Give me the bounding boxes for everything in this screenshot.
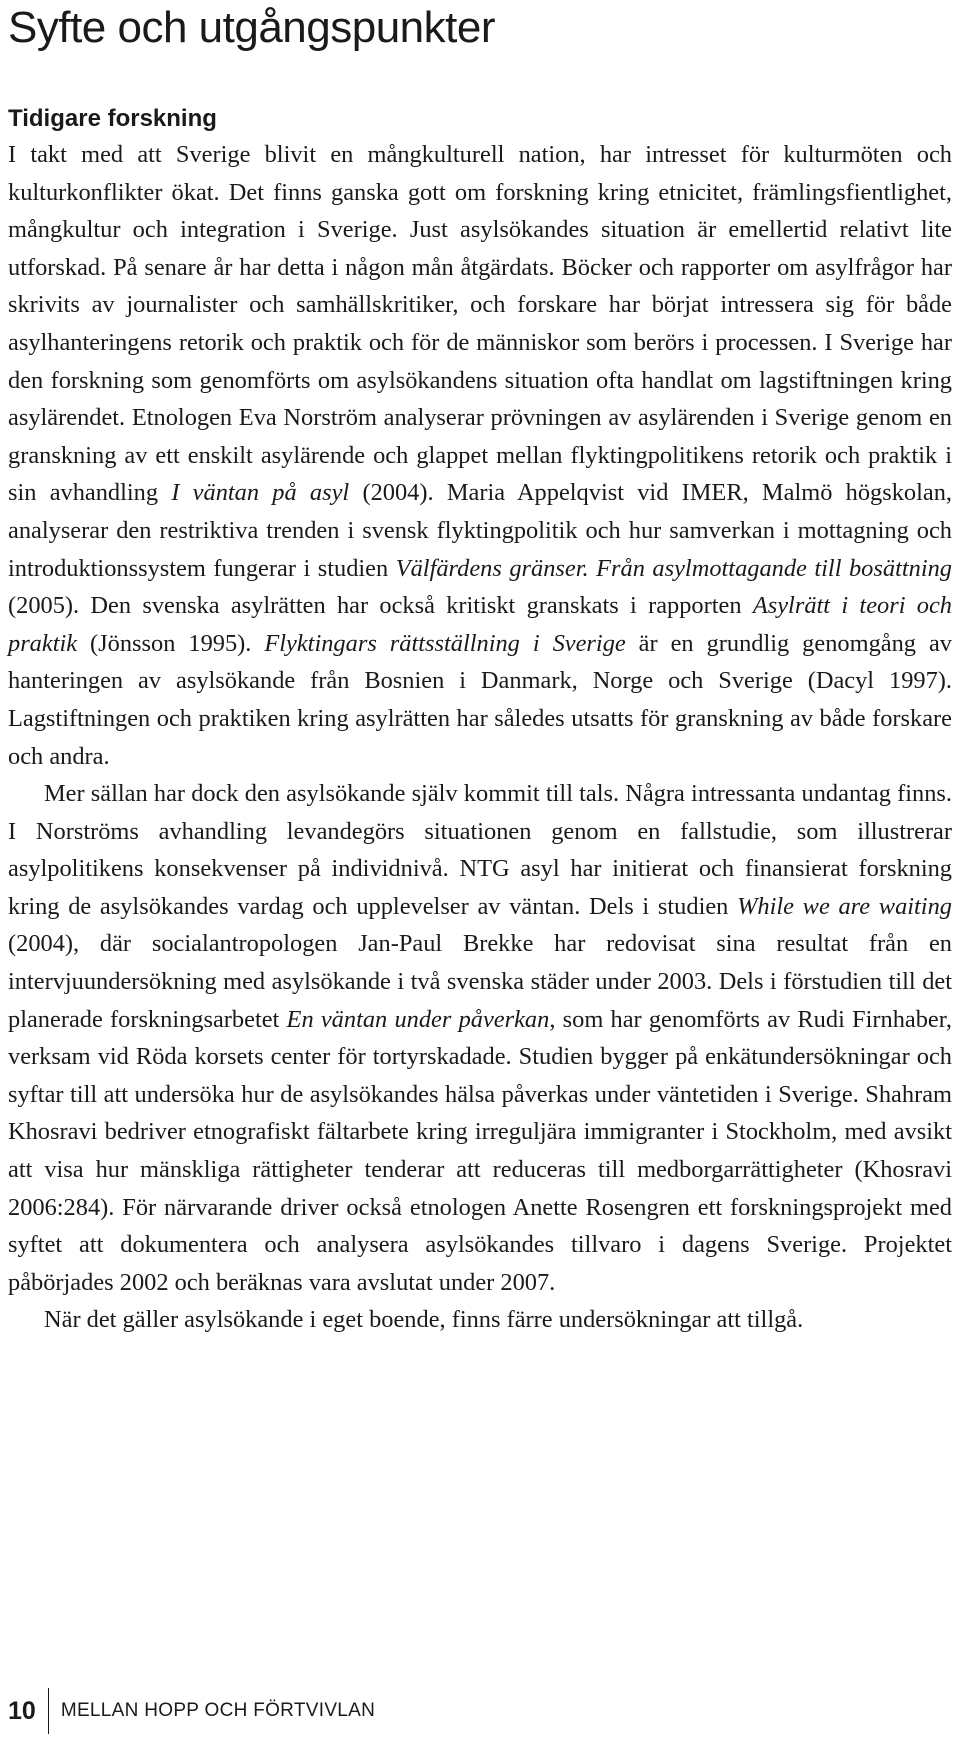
chapter-title: Syfte och utgångspunkter: [8, 3, 495, 52]
p1-run: (2005). Den svenska asylrätten har också kritiskt granskats i rapporten: [8, 592, 753, 620]
p1-run: (Jönsson 1995).: [77, 629, 265, 657]
page-number: 10: [8, 1696, 36, 1725]
p2-run: En väntan under påverkan: [286, 1005, 550, 1033]
paragraph-1: [8, 136, 952, 775]
p1-run: Asylrätt i teori och praktik: [8, 592, 953, 657]
p2-run: Mer sällan har dock den asylsökande själv kommit till tals. Några intressanta undantag finns. I Norströms avhandling levandegörs situationen genom en fallstudie, som illustrerar asylpolitikens konsekvenser på individnivå. NTG asyl har initierat och finansierat forskning kring de asylsökandes vardag och upplevelser av väntan. Dels i studien: [8, 780, 952, 920]
p1-run: I takt med att Sverige blivit en mångkulturell nation, har intresset för kulturmöten och kulturkonflikter ökat. Det finns ganska gott om forskning kring etnicitet, främlingsfientlighet, mångkultur och integration i Sverige. Just asylsökandes situation är emellertid relativt lite utforskad. På senare år har detta i någon mån åtgärdats. Böcker och rapporter om asylfrågor har skrivits av journalister och samhällskritiker, och forskare har börjat intressera sig för både asylhanteringens retorik och praktik och för de människor som berörs i processen. I Sverige har den forskning som genomförts om asylsökandens situation ofta handlat om lagstiftningen kring asylärendet. Etnologen Eva Norström analyserar prövningen av asylärenden i Sverige genom en granskning av ett enskilt asylärende och glappet mellan flyktingpolitikens retorik och praktik i sin avhandling: [8, 141, 952, 507]
p1-run: Flyktingars rättsställning i Sverige: [264, 629, 626, 657]
paragraph-2: [8, 775, 952, 1301]
paragraph-3: [8, 1301, 952, 1339]
p1-run: är en grundlig genomgång av hanteringen av asylsökande från Bosnien i Danmark, Norge och Sverige (Dacyl 1997). Lagstiftningen och praktiken kring asylrätten har således utsatts för granskning av både forskare och andra.: [8, 629, 952, 770]
page-footer: [8, 1686, 375, 1736]
p1-run: I väntan på asyl: [171, 479, 350, 507]
section-heading: Tidigare forskning: [8, 105, 217, 132]
p3-run: När det gäller asylsökande i eget boende, finns färre undersökningar att tillgå.: [44, 1306, 804, 1334]
p2-run: (2004), där socialantropologen Jan-Paul Brekke har redovisat sina resultat från en intervjuundersökning med asylsökande i två svenska städer under 2003. Dels i förstudien till det planerade forskningsarbetet: [8, 930, 952, 1033]
p2-run: While we are waiting: [737, 892, 952, 920]
p1-run: (2004). Maria Appelqvist vid IMER, Malmö högskolan, analyserar den restriktiva trenden i svensk flyktingpolitik och hur samverkan i mottagning och introduktionssystem fungerar i studien: [8, 479, 952, 582]
document-page: [8, 0, 952, 1339]
p2-run: , som har genomförts av Rudi Firnhaber, verksam vid Röda korsets center för tortyrskadade. Studien bygger på enkätundersökningar och syftar till att undersöka hur de asylsökandes hälsa påverkas under väntetiden i Sverige. Shahram Khosravi bedriver etnografiskt fältarbete kring irreguljära immigranter i Stockholm, med avsikt att visa hur mänskliga rättigheter tenderar att reduceras till medborgarrättigheter (Khosravi 2006:284). För närvarande driver också etnologen Anette Rosengren ett forskningsprojekt med syftet att dokumentera och analysera asylsökandes tillvaro i dagens Sverige. Projektet påbörjades 2002 och beräknas vara avslutat under 2007.: [8, 1005, 952, 1296]
p1-run: Välfärdens gränser. Från asylmottagande till bosättning: [395, 554, 952, 582]
running-title: MELLAN HOPP OCH FÖRTVIVLAN: [60, 1700, 376, 1721]
